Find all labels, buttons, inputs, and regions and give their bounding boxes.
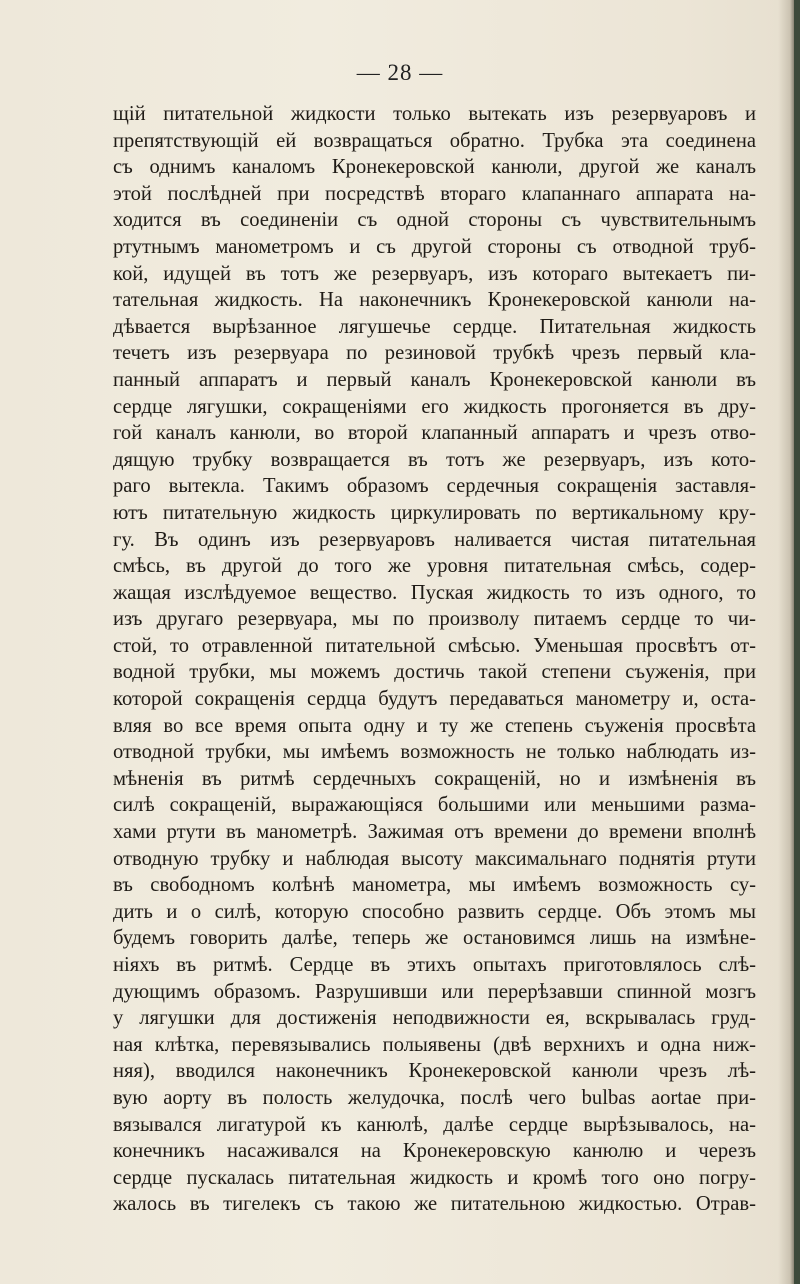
text-line: въ свободномъ колѣнѣ манометра, мы имѣемъ возможность су-: [113, 874, 756, 897]
text-line: раго вытекла. Такимъ образомъ сердечныя сокращенія заставля-: [113, 475, 756, 498]
text-line: которой сокращенія сердца будутъ передаваться манометру и, оста-: [113, 688, 756, 711]
text-line: тательная жидкость. На наконечникъ Кронекеровской канюли на-: [113, 289, 756, 312]
text-line: вляя во все время опыта одну и ту же степень съуженія просвѣта: [113, 714, 756, 737]
text-line: ртутнымъ манометромъ и съ другой стороны съ отводной труб-: [113, 235, 756, 258]
text-line: дующимъ образомъ. Разрушивши или перерѣзавши спинной мозгъ: [113, 980, 756, 1003]
text-line: силѣ сокращеній, выражающіяся большими или меньшими разма-: [113, 794, 756, 817]
text-line: панный аппаратъ и первый каналъ Кронекеровской канюли въ: [113, 368, 756, 391]
text-line: гу. Въ одинъ изъ резервуаровъ наливается чистая питательная: [113, 528, 756, 551]
text-line: вязывался лигатурой къ канюлѣ, далѣе сердце вырѣзывалось, на-: [113, 1113, 756, 1136]
text-line: щій питательной жидкости только вытекать изъ резервуаровъ и: [113, 103, 756, 125]
text-line: дящую трубку возвращается въ тотъ же резервуаръ, изъ кото-: [113, 448, 756, 471]
text-line: смѣсь, въ другой до того же уровня питательная смѣсь, содер-: [113, 555, 756, 578]
text-line: отводной трубки, мы имѣемъ возможность не только наблюдать из-: [113, 741, 756, 764]
text-line: съ однимъ каналомъ Кронекеровской канюли, другой же каналъ: [113, 156, 756, 179]
text-line: ніяхъ въ ритмѣ. Сердце въ этихъ опытахъ приготовлялось слѣ-: [113, 954, 756, 976]
text-line: у лягушки для достиженія неподвижности ея, вскрывалась груд-: [113, 1007, 756, 1030]
text-line: кой, идущей въ тотъ же резервуаръ, изъ котораго вытекаетъ пи-: [113, 262, 756, 285]
text-line: водной трубки, мы можемъ достичь такой степени съуженія, при: [113, 661, 756, 684]
text-line: отводную трубку и наблюдая высоту максимальнаго поднятія ртути: [113, 847, 756, 870]
text-line: препятствующій ей возвращаться обратно. Трубка эта соединена: [113, 129, 756, 152]
text-line: сердце пускалась питательная жидкость и кромѣ того оно погру-: [113, 1166, 756, 1189]
text-line: стой, то отравленной питательной смѣсью. Уменьшая просвѣтъ от-: [113, 634, 756, 657]
text-line: жащая изслѣдуемое вещество. Пуская жидкость то изъ одного, то: [113, 581, 756, 604]
text-line: дѣвается вырѣзанное лягушечье сердце. Питательная жидкость: [113, 315, 756, 338]
text-line: ютъ питательную жидкость циркулировать по вертикальному кру-: [113, 501, 756, 524]
page-binding-edge: [794, 0, 800, 1284]
text-line: этой послѣдней при посредствѣ втораго клапаннаго аппарата на-: [113, 182, 756, 205]
text-line: жалось въ тигелекъ съ такою же питательною жидкостью. Отрав-: [113, 1193, 756, 1216]
text-line: конечникъ насаживался на Кронекеровскую канюлю и черезъ: [113, 1140, 756, 1163]
text-line: ная клѣтка, перевязывались полыявены (двѣ верхнихъ и одна ниж-: [113, 1033, 756, 1056]
text-line: дить и о силѣ, которую способно развить сердце. Объ этомъ мы: [113, 900, 756, 923]
text-line: течетъ изъ резервуара по резиновой трубкѣ чрезъ первый кла-: [113, 342, 756, 365]
text-line: будемъ говорить далѣе, теперь же остановимся лишь на измѣне-: [113, 927, 756, 950]
text-line: сердце лягушки, сокращеніями его жидкость прогоняется въ дру-: [113, 395, 756, 418]
text-line: хами ртути въ манометрѣ. Зажимая отъ времени до времени вполнѣ: [113, 821, 756, 844]
text-line: вую аорту въ полость желудочка, послѣ чего bulbas aortae при-: [113, 1086, 756, 1109]
text-line: ходится въ соединеніи съ одной стороны съ чувствительнымъ: [113, 209, 756, 232]
text-line: мѣненія въ ритмѣ сердечныхъ сокращеній, но и измѣненія въ: [113, 767, 756, 790]
text-line: няя), вводился наконечникъ Кронекеровской канюли чрезъ лѣ-: [113, 1060, 756, 1083]
text-line: изъ другаго резервуара, мы по произволу питаемъ сердце то чи-: [113, 608, 756, 631]
text-line: гой каналъ канюли, во второй клапанный аппаратъ и чрезъ отво-: [113, 422, 756, 445]
body-text: [113, 101, 756, 1218]
page-number: — 28 —: [356, 60, 444, 85]
